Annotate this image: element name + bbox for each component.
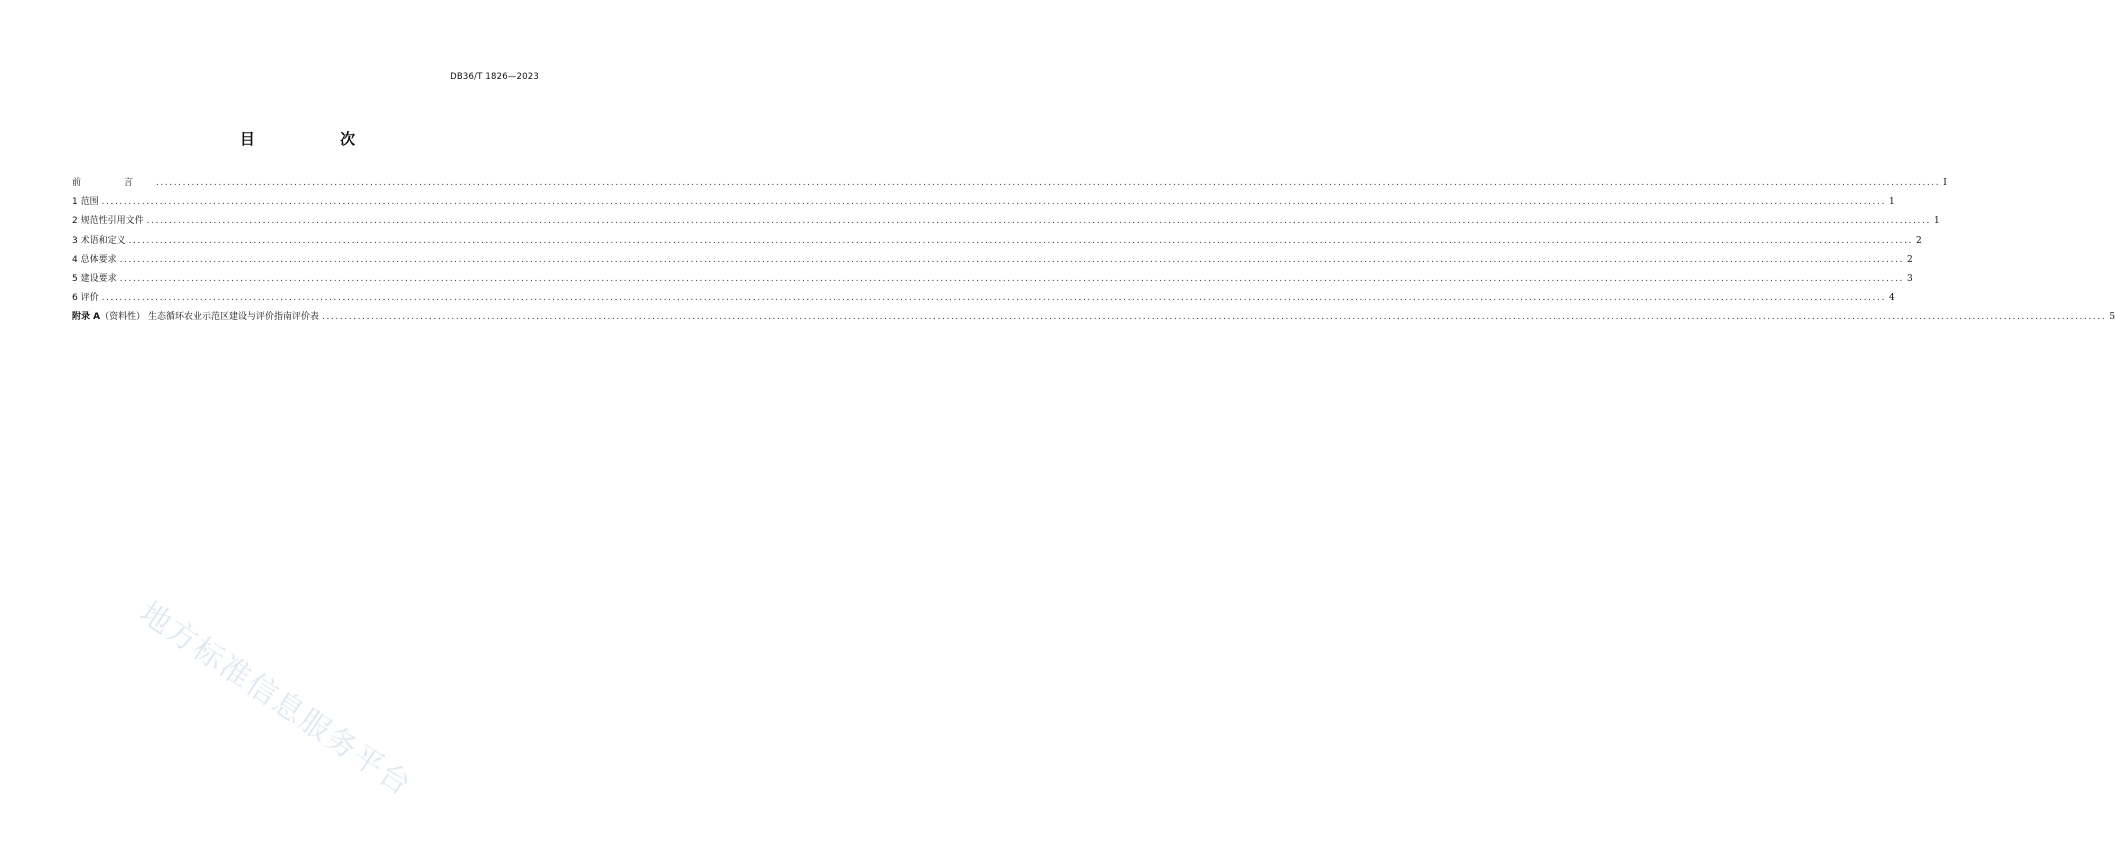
document-code: DB36/T 1826—2023 <box>450 72 539 82</box>
toc-leader-dots: ................................................................................................................................................................................................................................................................................................................................................................................................................ <box>101 293 1886 304</box>
toc-leader-dots: ................................................................................................................................................................................................................................................................................................................................................................................................................ <box>321 312 2107 323</box>
toc-entry-page: 2 <box>1906 254 1913 265</box>
toc-entry-label: 6 评价 <box>72 293 99 304</box>
toc-entry-label <box>72 311 319 323</box>
toc-entry-label: 1 范围 <box>72 197 99 208</box>
toc-entry-page: 4 <box>1888 293 1895 304</box>
watermark: 地方标准信息服务平台 <box>133 595 419 804</box>
appendix-prefix: 附录 A <box>72 312 101 323</box>
toc-leader-dots: ................................................................................................................................................................................................................................................................................................................................................................................................................ <box>155 178 1941 188</box>
toc-entry-label: 5 建设要求 <box>72 273 117 284</box>
toc-entry-label: 2 规范性引用文件 <box>72 216 144 227</box>
toc-entry-page: 1 <box>1888 197 1895 208</box>
toc-leader-dots: ................................................................................................................................................................................................................................................................................................................................................................................................................ <box>101 197 1886 208</box>
toc-entry-scope[interactable] <box>72 196 1895 215</box>
toc-entry-page: 3 <box>1906 273 1913 284</box>
toc-entry-page: 5 <box>2109 312 2115 323</box>
toc-entry-general-requirements[interactable] <box>72 254 1913 273</box>
toc-leader-dots: ................................................................................................................................................................................................................................................................................................................................................................................................................ <box>119 254 1904 265</box>
toc-entry-label: 3 术语和定义 <box>72 235 126 246</box>
toc-entry-label: 前 言 <box>72 178 153 188</box>
toc-entry-construction-requirements[interactable] <box>72 273 1913 292</box>
toc-entry-page: 1 <box>1933 216 1940 227</box>
toc-entry-normative-references[interactable] <box>72 215 1940 234</box>
toc-entry-terms-definitions[interactable] <box>72 235 1922 254</box>
toc-entry-page: I <box>1943 178 1947 188</box>
toc-entry-page: 2 <box>1915 235 1922 246</box>
toc-entry-evaluation[interactable] <box>72 292 1895 311</box>
toc-leader-dots: ................................................................................................................................................................................................................................................................................................................................................................................................................ <box>128 235 1913 246</box>
toc-entry-appendix-a[interactable] <box>72 311 2115 330</box>
toc-title: 目 次 <box>239 130 396 148</box>
toc-list <box>72 177 2115 331</box>
appendix-title: （资料性） 生态循环农业示范区建设与评价指南评价表 <box>100 312 319 323</box>
toc-leader-dots: ................................................................................................................................................................................................................................................................................................................................................................................................................ <box>119 273 1904 284</box>
toc-entry-foreword[interactable] <box>72 177 1947 196</box>
toc-leader-dots: ................................................................................................................................................................................................................................................................................................................................................................................................................ <box>146 216 1931 227</box>
toc-entry-label: 4 总体要求 <box>72 254 117 265</box>
